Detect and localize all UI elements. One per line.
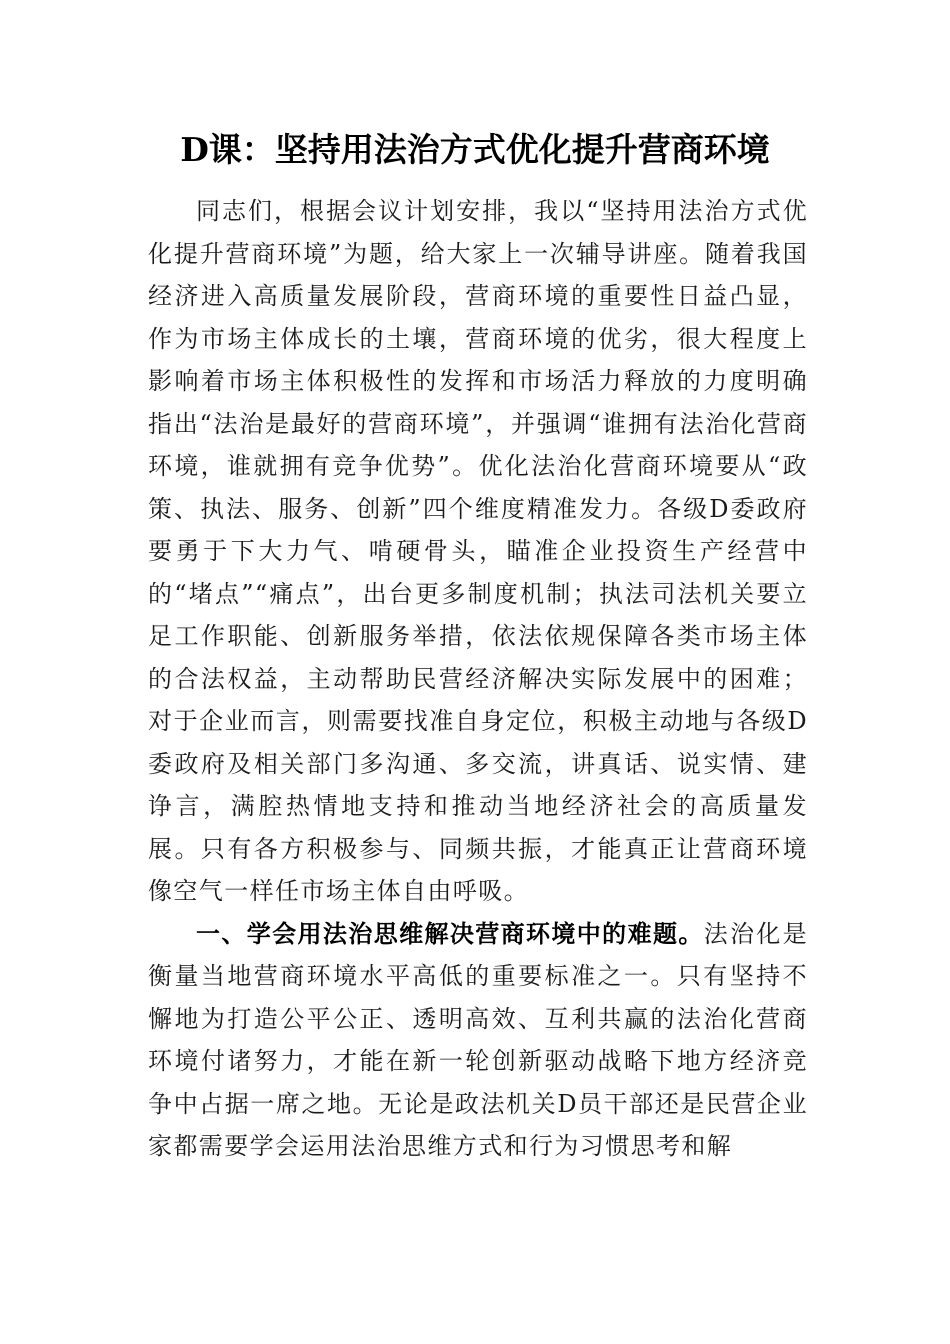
intro-paragraph xyxy=(148,190,808,913)
intro-paragraph-text: 同志们，根据会议计划安排，我以“坚持用法治方式优化提升营商环境”为题，给大家上一次辅导讲座。随着我国经济进入高质量发展阶段，营商环境的重要性日益凸显，作为市场主体成长的土壤，营商环境的优劣，很大程度上影响着市场主体积极性的发挥和市场活力释放的力度明确指出“法治是最好的营商环境”，并强调“谁拥有法治化营商环境，谁就拥有竞争优势”。优化法治化营商环境要从“政策、执法、服务、创新”四个维度精准发力。各级D委政府要勇于下大力气、啃硬骨头，瞄准企业投资生产经营中的“堵点”“痛点”，出台更多制度机制；执法司法机关要立足工作职能、创新服务举措，依法依规保障各类市场主体的合法权益，主动帮助民营经济解决实际发展中的困难；对于企业而言，则需要找准自身定位，积极主动地与各级D委政府及相关部门多沟通、多交流，讲真话、说实情、建诤言，满腔热情地支持和推动当地经济社会的高质量发展。只有各方积极参与、同频共振，才能真正让营商环境像空气一样任市场主体自由呼吸。 xyxy=(148,197,808,905)
section-one-heading: 一、学会用法治思维解决营商环境中的难题。 xyxy=(196,919,704,948)
document-title: D课：坚持用法治方式优化提升营商环境 xyxy=(180,130,770,169)
document-body xyxy=(148,190,808,1168)
section-one-text: 法治化是衡量当地营商环境水平高低的重要标准之一。只有坚持不懈地为打造公平公正、透明高效、互利共赢的法治化营商环境付诸努力，才能在新一轮创新驱动战略下地方经济竞争中占据一席之地。无论是政法机关D员干部还是民营企业家都需要学会运用法治思维方式和行为习惯思考和解 xyxy=(148,919,808,1160)
section-one-paragraph xyxy=(148,913,808,1168)
